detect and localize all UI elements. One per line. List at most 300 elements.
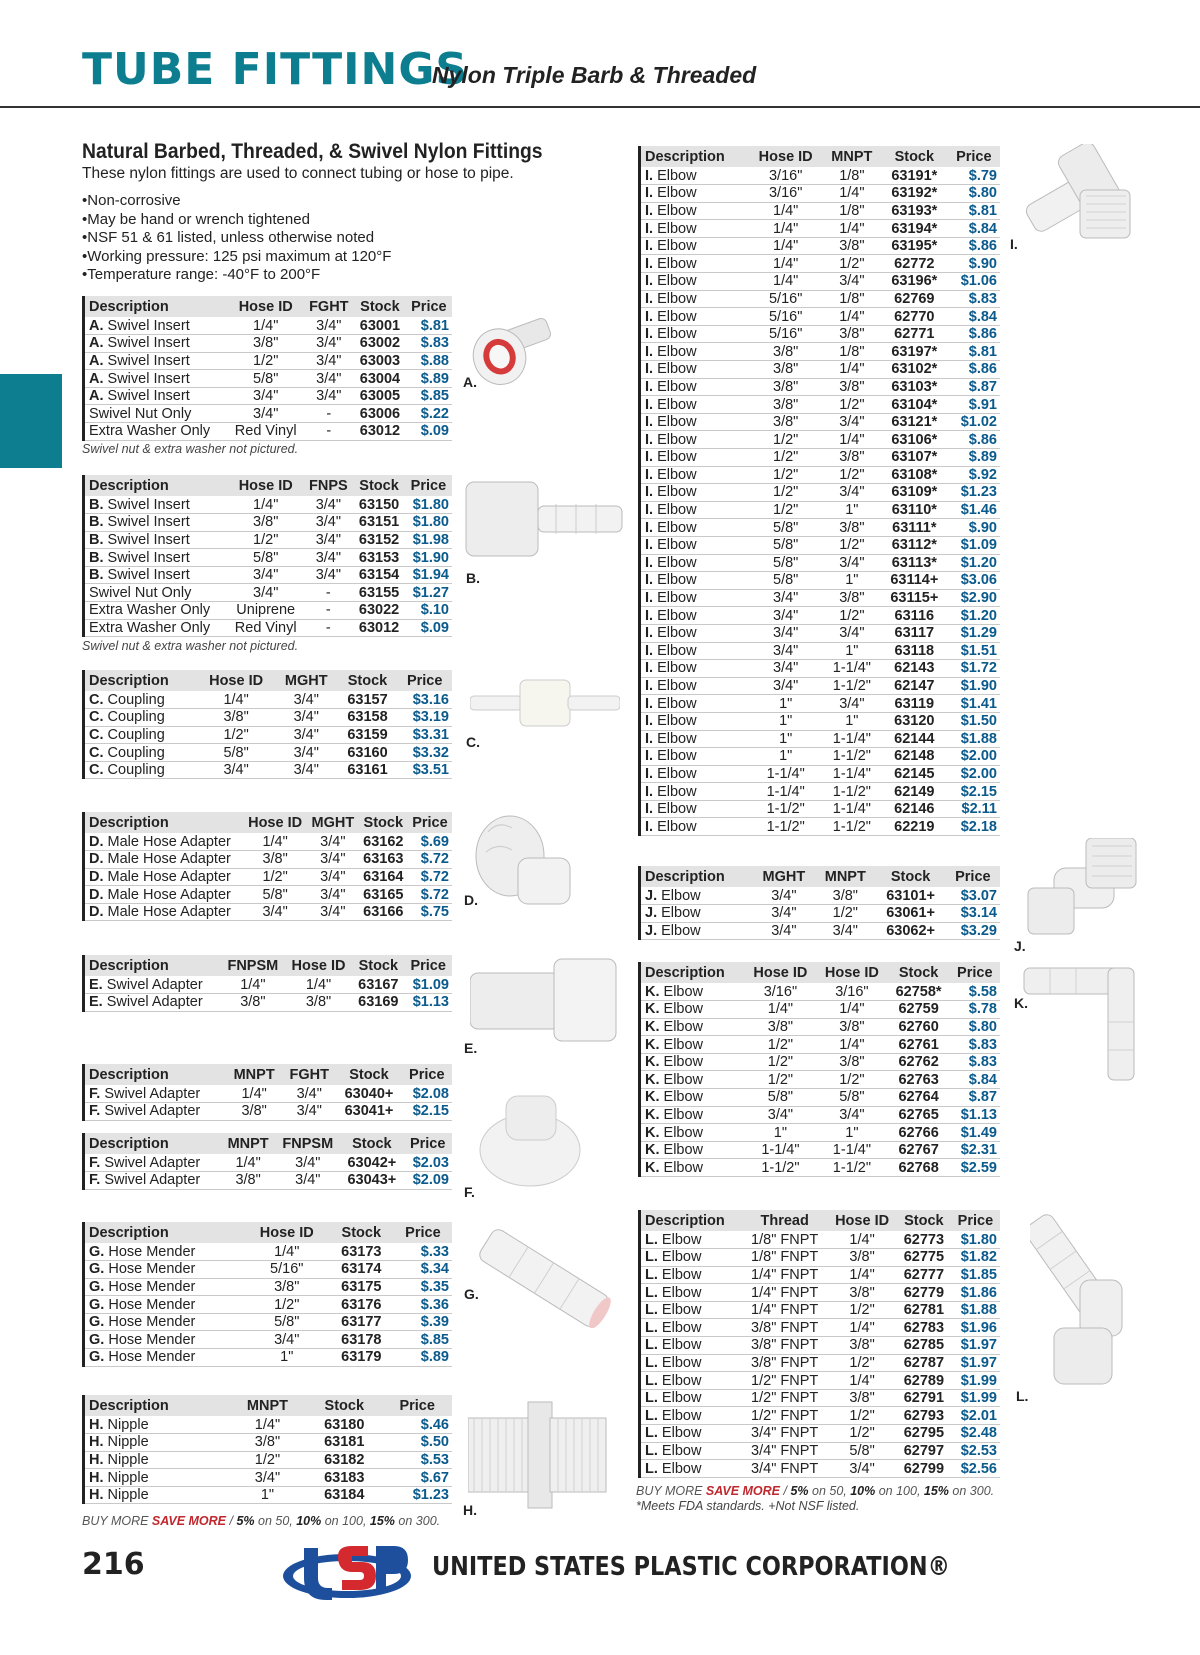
- column-header: Price: [405, 475, 452, 496]
- item-name: Elbow: [657, 326, 697, 343]
- table-row: [640, 396, 1001, 414]
- stock-cell: 63114+: [881, 572, 948, 590]
- price-cell: $.58: [950, 983, 1000, 1001]
- stock-cell: 63108*: [881, 466, 948, 484]
- column-header: Description: [640, 146, 749, 167]
- description-cell: [640, 1249, 743, 1267]
- item-letter: G.: [89, 1243, 105, 1260]
- spec-cell: 3/4": [303, 566, 353, 584]
- feature-item: • Temperature range: -40°F to 200°F: [82, 266, 602, 285]
- column-header: Description: [84, 670, 198, 691]
- price-cell: $1.85: [951, 1266, 1000, 1284]
- item-letter: H.: [89, 1469, 104, 1486]
- item-name: Elbow: [657, 537, 697, 554]
- item-letter: F.: [89, 1085, 101, 1102]
- table-row: [640, 1231, 1001, 1249]
- item-letter: I.: [645, 290, 654, 307]
- spec-cell: 3/4": [823, 554, 881, 572]
- price-cell: $.39: [394, 1313, 452, 1331]
- price-cell: $.72: [408, 868, 452, 886]
- elbow-j-image: [1024, 838, 1144, 938]
- spec-cell: -: [303, 602, 353, 620]
- item-name: Elbow: [657, 396, 697, 413]
- price-cell: $1.97: [951, 1354, 1000, 1372]
- item-letter: I.: [645, 783, 654, 800]
- item-name: Male Hose Adapter: [107, 904, 231, 921]
- spec-cell: 3/4": [275, 1154, 340, 1172]
- item-letter: C.: [89, 744, 104, 761]
- spec-cell: 1/2": [745, 1036, 816, 1054]
- table-row: [640, 1442, 1001, 1460]
- stock-cell: 62775: [897, 1249, 951, 1267]
- coupling-image: [470, 676, 620, 730]
- stock-cell: 63003: [354, 352, 406, 370]
- item-name: Elbow: [657, 730, 697, 747]
- table-row: [640, 695, 1001, 713]
- item-name: Nipple: [107, 1416, 149, 1433]
- item-letter: K.: [645, 1054, 660, 1071]
- item-letter: H.: [89, 1434, 104, 1451]
- spec-cell: 1/4": [823, 308, 881, 326]
- item-name: Elbow: [661, 1460, 702, 1477]
- description-cell: [640, 1053, 745, 1071]
- spec-cell: 3/4": [228, 566, 304, 584]
- column-header: Description: [84, 475, 228, 496]
- spec-cell: 3/4": [749, 677, 823, 695]
- spec-cell: 1/4": [749, 273, 823, 291]
- item-letter: G.: [89, 1261, 105, 1278]
- item-name: Swivel Insert: [107, 370, 190, 387]
- table-row: [640, 1001, 1001, 1019]
- item-letter: K.: [645, 1036, 660, 1053]
- price-cell: $.85: [394, 1331, 452, 1349]
- stock-cell: 63176: [329, 1296, 394, 1314]
- stock-cell: 63180: [306, 1416, 382, 1434]
- item-letter: B.: [89, 567, 104, 584]
- table-row: [84, 1469, 453, 1487]
- spec-cell: 1-1/2": [823, 677, 881, 695]
- price-cell: $.89: [406, 370, 452, 388]
- table-row: [84, 1172, 453, 1190]
- column-header: Price: [394, 1222, 452, 1243]
- spec-cell: 1-1/4": [749, 783, 823, 801]
- item-name: Elbow: [657, 361, 697, 378]
- description-cell: [640, 765, 749, 783]
- spec-cell: 3/4": [275, 761, 338, 779]
- table-row: [640, 1159, 1001, 1177]
- table-c: [82, 670, 452, 779]
- table-row: [84, 1451, 453, 1469]
- table-header-row: [84, 1395, 453, 1416]
- column-header: FGHT: [303, 296, 354, 317]
- price-cell: $1.02: [948, 413, 1000, 431]
- description-cell: [84, 1451, 229, 1469]
- intro-section: [82, 140, 602, 285]
- note-b: Swivel nut & extra washer not pictured.: [82, 639, 299, 653]
- table-row: [84, 976, 453, 994]
- description-cell: [640, 237, 749, 255]
- description-cell: [640, 624, 749, 642]
- price-cell: $1.72: [948, 660, 1000, 678]
- spec-cell: 3/4": [303, 549, 353, 567]
- spec-cell: 3/8" FNPT: [742, 1337, 827, 1355]
- item-name: Swivel Adapter: [104, 1172, 201, 1189]
- item-letter: D.: [89, 851, 104, 868]
- description-cell: [84, 1434, 229, 1452]
- stock-cell: 62148: [881, 748, 948, 766]
- item-name: Elbow: [657, 308, 697, 325]
- description-cell: [84, 903, 244, 921]
- spec-cell: Red Vinyl: [228, 619, 304, 637]
- promo-right: [636, 1484, 994, 1498]
- promo-p2: 10%: [296, 1514, 322, 1528]
- stock-cell: 62147: [881, 677, 948, 695]
- description-cell: [640, 413, 749, 431]
- item-name: Swivel Nut Only: [89, 584, 192, 601]
- table-header-row: [84, 1222, 453, 1243]
- description-cell: [84, 994, 221, 1012]
- table-row: [640, 484, 1001, 502]
- spec-cell: 1-1/2": [749, 818, 823, 836]
- page-subtitle: Nylon Triple Barb & Threaded: [432, 62, 757, 88]
- spec-cell: 1/2": [749, 466, 823, 484]
- spec-cell: 3/4": [749, 589, 823, 607]
- feature-list: [82, 192, 602, 285]
- table-row: [640, 308, 1001, 326]
- price-cell: $.86: [948, 325, 1000, 343]
- table-row: [640, 273, 1001, 291]
- item-name: Elbow: [657, 660, 697, 677]
- spec-cell: 5/8": [197, 744, 274, 762]
- promo-left: [82, 1514, 440, 1528]
- spec-cell: 3/4": [823, 273, 881, 291]
- spec-cell: 3/4": [243, 903, 307, 921]
- table-row: [640, 983, 1001, 1001]
- elbow-l-image: [1030, 1210, 1150, 1390]
- table-row: [84, 1243, 453, 1261]
- stock-cell: 63119: [881, 695, 948, 713]
- price-cell: $2.48: [951, 1425, 1000, 1443]
- stock-cell: 63157: [338, 691, 398, 709]
- price-cell: $1.50: [948, 712, 1000, 730]
- note-fda: *Meets FDA standards. +Not NSF listed.: [636, 1499, 860, 1513]
- item-letter: I.: [645, 537, 654, 554]
- spec-cell: 3/8": [816, 1053, 887, 1071]
- column-header: Hose ID: [243, 812, 307, 833]
- stock-cell: 63191*: [881, 167, 948, 185]
- spec-cell: 1": [749, 695, 823, 713]
- description-cell: [84, 1331, 245, 1349]
- item-name: Elbow: [661, 1319, 702, 1336]
- item-letter: I.: [645, 378, 654, 395]
- item-name: Elbow: [657, 818, 697, 835]
- table-row: [640, 554, 1001, 572]
- table-row: [84, 726, 453, 744]
- table-row: [84, 1486, 453, 1504]
- description-cell: [640, 431, 749, 449]
- spec-cell: 1": [823, 642, 881, 660]
- description-cell: [84, 709, 198, 727]
- item-name: Hose Mender: [108, 1296, 196, 1313]
- promo-buy: BUY MORE: [636, 1484, 706, 1498]
- spec-cell: 3/8": [749, 396, 823, 414]
- price-cell: $1.90: [948, 677, 1000, 695]
- item-letter: C.: [89, 709, 104, 726]
- table-row: [84, 496, 453, 514]
- spec-cell: 3/4": [282, 1085, 336, 1103]
- spec-cell: 1": [749, 748, 823, 766]
- spec-cell: 3/4" FNPT: [742, 1460, 827, 1478]
- item-name: Elbow: [657, 572, 697, 589]
- price-cell: $1.98: [405, 531, 452, 549]
- stock-cell: 63151: [353, 514, 405, 532]
- description-cell: [640, 1266, 743, 1284]
- price-cell: $2.00: [948, 748, 1000, 766]
- stock-cell: 63104*: [881, 396, 948, 414]
- stock-cell: 63109*: [881, 484, 948, 502]
- spec-cell: 1/2": [228, 352, 304, 370]
- table-row: [84, 602, 453, 620]
- note-a: Swivel nut & extra washer not pictured.: [82, 442, 299, 456]
- photo-label-f: F.: [464, 1184, 475, 1200]
- spec-cell: 3/4": [228, 387, 304, 405]
- table-row: [640, 572, 1001, 590]
- table-row: [84, 691, 453, 709]
- table-row: [84, 1434, 453, 1452]
- price-cell: $.09: [405, 619, 452, 637]
- column-header: Stock: [340, 1133, 403, 1154]
- description-cell: [84, 531, 228, 549]
- stock-cell: 63195*: [881, 237, 948, 255]
- stock-cell: 63005: [354, 387, 406, 405]
- item-letter: I.: [645, 484, 654, 501]
- spec-cell: 1/2": [827, 1407, 897, 1425]
- price-cell: $.81: [948, 202, 1000, 220]
- spec-cell: 3/4": [282, 1103, 336, 1121]
- column-header: Stock: [336, 1064, 401, 1085]
- spec-cell: 3/4": [753, 887, 815, 905]
- table-row: [84, 1313, 453, 1331]
- column-header: Description: [84, 1064, 227, 1085]
- item-name: Swivel Insert: [107, 388, 190, 405]
- spec-cell: 3/4": [275, 744, 338, 762]
- spec-cell: 1-1/2": [823, 818, 881, 836]
- table-row: [640, 765, 1001, 783]
- item-letter: A.: [89, 370, 104, 387]
- stock-cell: 63110*: [881, 501, 948, 519]
- stock-cell: 62149: [881, 783, 948, 801]
- spec-cell: 1-1/4": [823, 730, 881, 748]
- item-letter: K.: [645, 1001, 660, 1018]
- item-name: Elbow: [657, 167, 697, 184]
- table-row: [640, 1301, 1001, 1319]
- description-cell: [84, 1172, 222, 1190]
- table-row: [640, 1337, 1001, 1355]
- column-header: Hose ID: [285, 955, 353, 976]
- item-name: Elbow: [663, 983, 704, 1000]
- price-cell: $.91: [948, 396, 1000, 414]
- spec-cell: 3/4": [303, 370, 354, 388]
- description-cell: [84, 1296, 245, 1314]
- stock-cell: 63169: [352, 994, 404, 1012]
- price-cell: $.86: [948, 237, 1000, 255]
- description-cell: [640, 660, 749, 678]
- description-cell: [640, 1071, 745, 1089]
- price-cell: $.35: [394, 1278, 452, 1296]
- table-row: [84, 514, 453, 532]
- price-cell: $3.31: [397, 726, 452, 744]
- photo-label-a: A.: [463, 374, 477, 390]
- spec-cell: 3/4": [816, 1106, 887, 1124]
- item-letter: K.: [645, 983, 660, 1000]
- price-cell: $.86: [948, 431, 1000, 449]
- item-name: Elbow: [661, 887, 701, 904]
- spec-cell: 3/4": [823, 413, 881, 431]
- table-row: [84, 1331, 453, 1349]
- usp-logo-icon: [280, 1538, 414, 1610]
- stock-cell: 63179: [329, 1349, 394, 1367]
- table-row: [640, 800, 1001, 818]
- table-row: [640, 1018, 1001, 1036]
- item-name: Nipple: [107, 1487, 149, 1504]
- spec-cell: 1": [245, 1349, 329, 1367]
- feature-item: • May be hand or wrench tightened: [82, 211, 602, 230]
- table-row: [84, 352, 453, 370]
- table-row: [640, 1141, 1001, 1159]
- price-cell: $1.49: [950, 1124, 1000, 1142]
- spec-cell: 3/4": [749, 607, 823, 625]
- spec-cell: 3/8": [229, 1434, 306, 1452]
- column-header: MGHT: [753, 866, 815, 887]
- table-row: [84, 584, 453, 602]
- stock-cell: 63107*: [881, 449, 948, 467]
- description-cell: [640, 536, 749, 554]
- stock-cell: 63175: [329, 1278, 394, 1296]
- photo-label-d: D.: [464, 892, 478, 908]
- price-cell: $1.13: [404, 994, 452, 1012]
- price-cell: $1.88: [948, 730, 1000, 748]
- item-name: Swivel Insert: [107, 335, 190, 352]
- item-letter: I.: [645, 625, 654, 642]
- price-cell: $.69: [408, 833, 452, 851]
- spec-cell: 3/4": [303, 496, 353, 514]
- column-header: Hose ID: [816, 962, 887, 983]
- description-cell: [84, 352, 228, 370]
- price-cell: $2.11: [948, 800, 1000, 818]
- stock-cell: 63154: [353, 566, 405, 584]
- column-header: Description: [84, 812, 244, 833]
- description-cell: [84, 514, 228, 532]
- item-name: Elbow: [661, 905, 701, 922]
- spec-cell: 1/2": [228, 531, 304, 549]
- spec-cell: 1/8" FNPT: [742, 1249, 827, 1267]
- description-cell: [640, 202, 749, 220]
- description-cell: [640, 1319, 743, 1337]
- spec-cell: 3/4": [307, 833, 359, 851]
- item-letter: I.: [645, 431, 654, 448]
- item-letter: F.: [89, 1154, 101, 1171]
- table-b: [82, 475, 452, 637]
- column-header: Stock: [354, 296, 406, 317]
- spec-cell: 5/8": [827, 1442, 897, 1460]
- spec-cell: 1-1/2": [749, 800, 823, 818]
- stock-cell: 63160: [338, 744, 398, 762]
- item-name: Elbow: [657, 801, 697, 818]
- description-cell: [640, 748, 749, 766]
- spec-cell: 1/2": [229, 1451, 306, 1469]
- item-name: Hose Mender: [108, 1331, 196, 1348]
- item-name: Elbow: [663, 1124, 704, 1141]
- stock-cell: 63150: [353, 496, 405, 514]
- stock-cell: 63040+: [336, 1085, 401, 1103]
- description-cell: [84, 1103, 227, 1121]
- price-cell: $3.16: [397, 691, 452, 709]
- spec-cell: 3/8": [749, 413, 823, 431]
- item-letter: L.: [645, 1266, 658, 1283]
- item-name: Hose Mender: [108, 1314, 196, 1331]
- table-row: [640, 431, 1001, 449]
- page-title: TUBE FITTINGS: [82, 44, 469, 95]
- column-header: MGHT: [307, 812, 359, 833]
- description-cell: [84, 851, 244, 869]
- description-cell: [640, 1337, 743, 1355]
- price-cell: $2.15: [402, 1103, 452, 1121]
- stock-cell: 63194*: [881, 220, 948, 238]
- stock-cell: 62787: [897, 1354, 951, 1372]
- item-letter: B.: [89, 531, 104, 548]
- stock-cell: 62766: [888, 1124, 950, 1142]
- price-cell: $1.41: [948, 695, 1000, 713]
- stock-cell: 63061+: [875, 905, 945, 923]
- description-cell: [640, 818, 749, 836]
- table-row: [84, 1416, 453, 1434]
- spec-cell: 3/8": [823, 449, 881, 467]
- item-letter: I.: [645, 818, 654, 835]
- spec-cell: 1/8": [823, 343, 881, 361]
- item-name: Elbow: [663, 1142, 704, 1159]
- item-name: Elbow: [661, 1372, 702, 1389]
- spec-cell: Uniprene: [228, 602, 304, 620]
- spec-cell: 3/4": [229, 1469, 306, 1487]
- description-cell: [84, 1154, 222, 1172]
- description-cell: [84, 370, 228, 388]
- item-letter: L.: [645, 1460, 658, 1477]
- column-header: Price: [404, 955, 452, 976]
- stock-cell: 62781: [897, 1301, 951, 1319]
- spec-cell: 1/2": [749, 501, 823, 519]
- description-cell: [640, 484, 749, 502]
- stock-cell: 62777: [897, 1266, 951, 1284]
- spec-cell: 1-1/4": [823, 660, 881, 678]
- column-header: Stock: [875, 866, 945, 887]
- description-cell: [640, 290, 749, 308]
- table-row: [84, 709, 453, 727]
- column-header: Price: [406, 296, 452, 317]
- spec-cell: 1/8" FNPT: [742, 1231, 827, 1249]
- price-cell: $.09: [406, 423, 452, 441]
- column-header: FGHT: [282, 1064, 336, 1085]
- spec-cell: 1/2": [823, 396, 881, 414]
- price-cell: $1.80: [951, 1231, 1000, 1249]
- description-cell: [640, 677, 749, 695]
- description-cell: [640, 1141, 745, 1159]
- spec-cell: 3/8" FNPT: [742, 1354, 827, 1372]
- table-h: [82, 1395, 452, 1504]
- spec-cell: 3/4": [815, 922, 875, 940]
- spec-cell: 3/4": [303, 531, 353, 549]
- item-name: Swivel Nut Only: [89, 405, 192, 422]
- stock-cell: 63106*: [881, 431, 948, 449]
